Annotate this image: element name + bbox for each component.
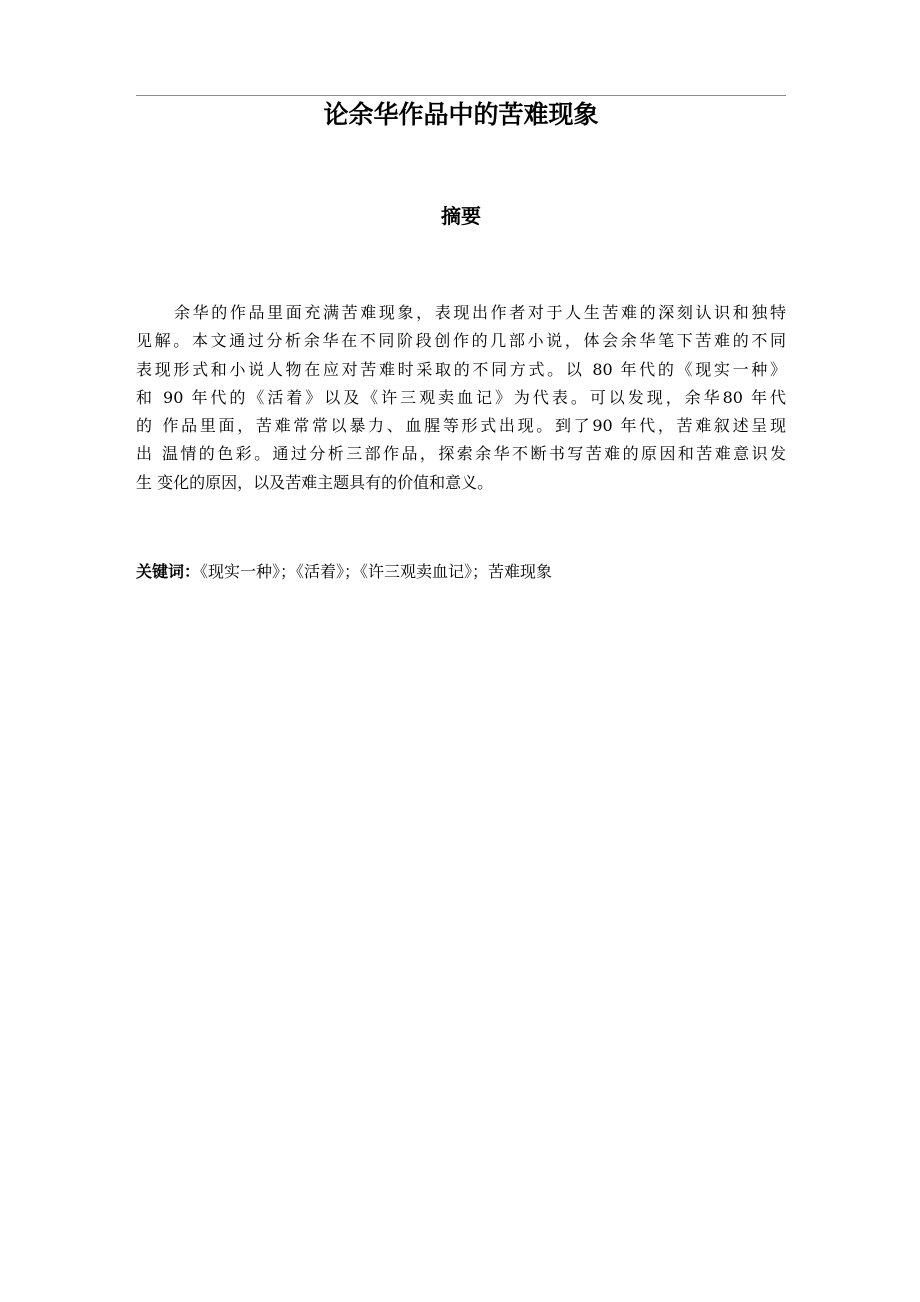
document-title: 论余华作品中的苦难现象 [323,100,599,129]
abstract-line: 见解。本文通过分析余华在不同阶段创作的几部小说，体会余华笔下苦难的不同 [136,331,786,351]
abstract-line: 出 温情的色彩。通过分析三部作品，探索余华不断书写苦难的原因和苦难意识发 [136,444,786,464]
abstract-heading: 摘要 [441,204,481,228]
keywords-line [136,559,786,585]
abstract-line: 余华的作品里面充满苦难现象，表现出作者对于人生苦难的深刻认识和独特 [174,303,786,322]
abstract-line: 的 作品里面，苦难常常以暴力、血腥等形式出现。到了90 年代，苦难叙述呈现 [136,416,786,436]
keywords-text: 《现实一种》；《活着》；《许三观卖血记》；苦难现象 [200,562,553,581]
abstract-line: 表现形式和小说人物在应对苦难时采取的不同方式。以 80 年代的《现实一种》 [136,359,786,379]
header-rule [136,95,786,96]
keywords-label: 关键词： [136,562,201,581]
abstract-line: 和 90 年代的《活着》以及《许三观卖血记》为代表。可以发现，余华80 年代 [136,387,786,407]
abstract-line: 生 变化的原因，以及苦难主题具有的价值和意义。 [136,472,494,492]
abstract-body [136,299,786,497]
